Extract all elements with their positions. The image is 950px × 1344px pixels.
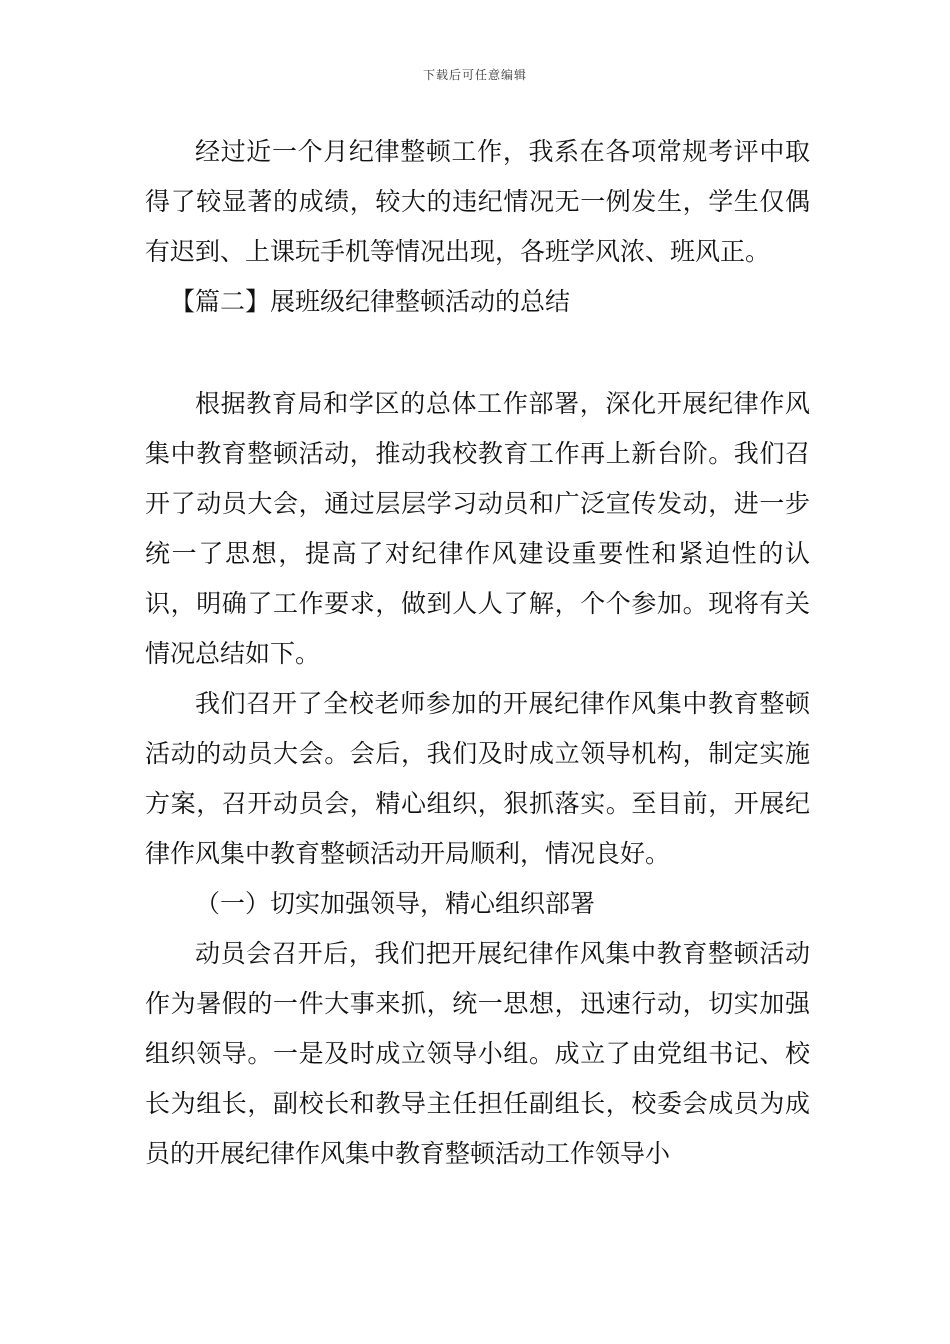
paragraph-overview: 根据教育局和学区的总体工作部署，深化开展纪律作风集中教育整顿活动，推动我校教育工作再上新台阶。我们召开了动员大会，通过层层学习动员和广泛宣传发动，进一步统一了思想，提高了对纪律作风建设重要性和紧迫性的认识，明确了工作要求，做到人人了解，个个参加。现将有关情况总结如下。 [145,389,810,668]
paragraph-intro: 经过近一个月纪律整顿工作，我系在各项常规考评中取得了较显著的成绩，较大的违纪情况无一例发生，学生仅偶有迟到、上课玩手机等情况出现，各班学风浓、班风正。 [145,137,810,266]
blank-spacer [145,327,810,379]
document-body [145,127,810,1179]
paragraph-meeting: 我们召开了全校老师参加的开展纪律作风集中教育整顿活动的动员大会。会后，我们及时成立领导机构，制定实施方案，召开动员会，精心组织，狠抓落实。至目前，开展纪律作风集中教育整顿活动开局顺利，情况良好。 [145,689,810,868]
page-header-note: 下载后可任意编辑 [422,68,527,82]
subheading-leadership: （一）切实加强领导，精心组织部署 [195,889,596,918]
paragraph-leadership: 动员会召开后，我们把开展纪律作风集中教育整顿活动作为暑假的一件大事来抓，统一思想，迅速行动，切实加强组织领导。一是及时成立领导小组。成立了由党组书记、校长为组长，副校长和教导主任担任副组长，校委会成员为成员的开展纪律作风集中教育整顿活动工作领导小 [145,939,810,1168]
section-title: 【篇二】展班级纪律整顿活动的总结 [170,287,571,316]
